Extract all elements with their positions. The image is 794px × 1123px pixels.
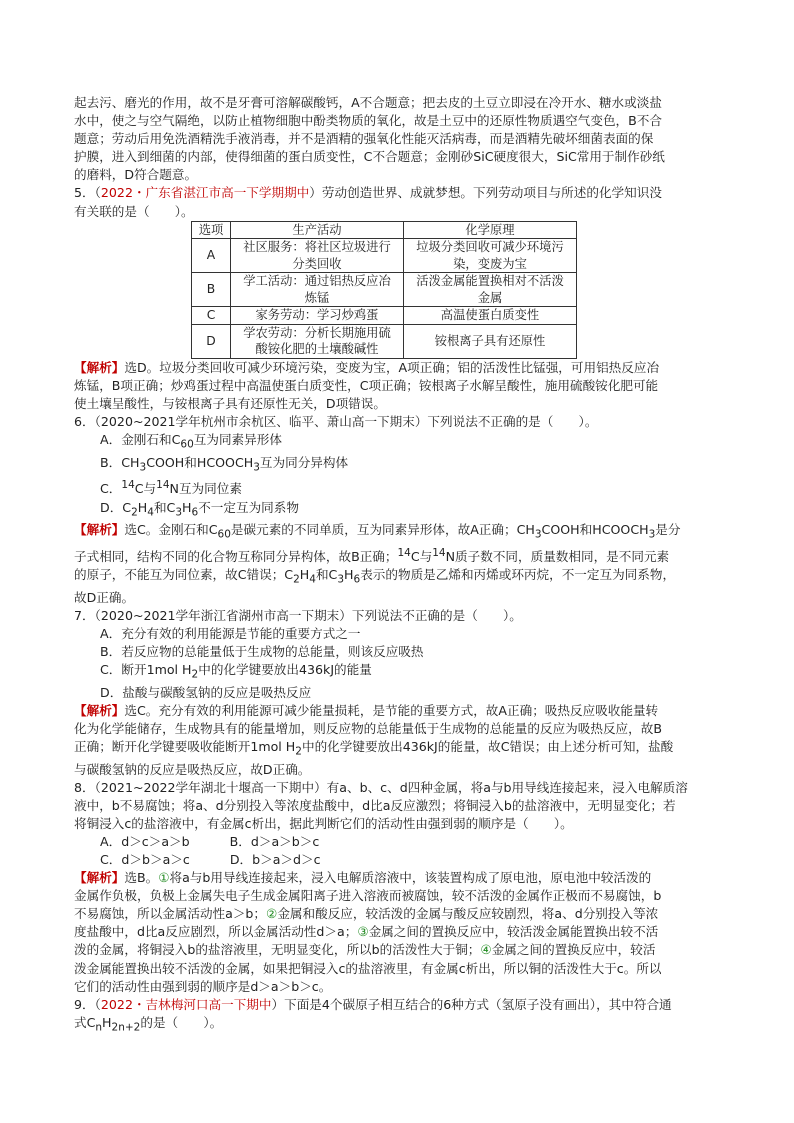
question-7-answer-2: 化为化学能储存，生成物具有的能量增加，则反应物的总能量低于生成物的总能量的反应为吸热反应，故B: [74, 720, 662, 736]
option-b: B．若反应物的总能量低于生成物的总能量，则该反应吸热: [100, 643, 424, 659]
table-row: [192, 324, 577, 358]
table-cell-activity: 家务劳动：学习炒鸡蛋: [231, 307, 404, 325]
table-cell-principle: 活泼金属能置换相对不活泼 金属: [404, 273, 577, 307]
question-source: 2022・吉林梅河口高一下期中: [100, 996, 272, 1012]
table-cell-activity: 学农劳动：分析长期施用硫 酸铵化肥的土壤酸碱性: [231, 324, 404, 358]
question-9-stem: 9．（2022・吉林梅河口高一下期中）下面是4个碳原子相互结合的6种方式（氢原子没有画出），其中符合通: [74, 996, 672, 1012]
prev-answer-line: 的磨料，D符合题意。: [74, 167, 198, 183]
question-5-answer-3: 使土壤呈酸性，与铵根离子具有还原性无关，D项错误。: [74, 395, 386, 411]
question-6-answer-2: 子式相同，结构不同的化合物互称同分异构体，故B正确；$^{14}$C与$^{14}$N质子数不同，质量数相同，是不同元素: [74, 546, 670, 564]
question-6-answer: 【解析】选C。金刚石和$C_{60}$是碳元素的不同单质，互为同素异形体，故A正确；$CH_3COOH$和$HCOOCH_3$是分: [74, 522, 681, 541]
option-b: B．$CH_3COOH$和$HCOOCH_3$互为同分异构体: [100, 454, 349, 474]
table-header: 化学原理: [404, 221, 577, 239]
question-8-stem-3: 将铜浸入c的盐溶液中，有金属c析出，据此判断它们的活动性由强到弱的顺序是（ ）。: [74, 815, 573, 831]
question-6-answer-3: 的原子，不能互为同位素，故C错误；$C_2H_4$和$C_3H_6$表示的物质是乙烯和丙烯或环丙烷，不一定互为同系物，: [74, 567, 676, 586]
question-8-answer-2: 金属作负极，负极上金属失电子生成金属阳离子进入溶液而被腐蚀，较不活泼的金属作正极而不易腐蚀，b: [74, 888, 662, 904]
prev-answer-line: 题意；劳动后用免洗酒精洗手液消毒，并不是酒精的强氧化性能灭活病毒，而是酒精先破坏细菌表面的保: [74, 131, 654, 147]
question-5-answer-2: 炼锰，B项正确；炒鸡蛋过程中高温使蛋白质变性，C项正确；铵根离子水解呈酸性，施用硫酸铵化肥可能: [74, 377, 659, 393]
table-row: [192, 239, 577, 273]
prev-answer-line: 起去污、磨光的作用，故不是牙膏可溶解碳酸钙，A不合题意；把去皮的土豆立即浸在冷开水、糖水或淡盐: [74, 95, 662, 110]
question-5-stem-2: 有关联的是（ ）。: [74, 203, 194, 219]
question-7-answer-4: 与碳酸氢钠的反应是吸热反应，故D正确。: [74, 761, 311, 777]
question-7-stem: 7．（2020~2021学年浙江省湖州市高一下期末）下列说法不正确的是（ ）。: [74, 607, 522, 623]
question-8-stem-2: 液中，b不易腐蚀；将a、d分别投入等浓度盐酸中，d比a反应激烈；将铜浸入b的盐溶液中，无明显变化；若: [74, 797, 676, 813]
option-d: D．$C_2H_4$和$C_3H_6$不一定互为同系物: [100, 499, 299, 519]
options-cd: [74, 851, 722, 869]
option-c: C．d＞b＞a＞c: [100, 851, 190, 867]
option-a: A．金刚石和$C_{60}$互为同素异形体: [100, 432, 282, 451]
option-c: C．断开1mol $H_2$中的化学键要放出436kJ的能量: [100, 662, 372, 681]
analysis-label: 【解析】: [74, 522, 125, 538]
table-header: 生产活动: [231, 221, 404, 239]
question-6-answer-4: 故D正确。: [74, 589, 135, 605]
table-cell-activity: 社区服务：将社区垃圾进行 分类回收: [231, 239, 404, 273]
question-8-answer-6: 泼金属能置换出较不活泼的金属，如果把铜浸入c的盐溶液里，有金属c析出，所以铜的活泼性大于c。所以: [74, 960, 662, 976]
table-cell-option: B: [192, 273, 231, 307]
table-cell-principle: 垃圾分类回收可减少环境污 染，变废为宝: [404, 239, 577, 273]
question-8-answer-4: 度盐酸中，d比a反应剧烈，所以金属活动性d＞a；③金属之间的置换反应中，较活泼金属能置换出较不活: [74, 924, 659, 940]
question-8-answer-5: 泼的金属，将铜浸入b的盐溶液里，无明显变化，所以b的活泼性大于铜；④金属之间的置换反应中，较活: [74, 942, 656, 958]
question-6-stem: 6．（2020~2021学年杭州市余杭区、临平、萧山高一下期末）下列说法不正确的是（ ）。: [74, 413, 598, 429]
option-d: D．盐酸与碳酸氢钠的反应是吸热反应: [100, 684, 312, 700]
table-cell-principle: 铵根离子具有还原性: [404, 324, 577, 358]
analysis-label: 【解析】: [74, 870, 125, 886]
table-cell-option: C: [192, 307, 231, 325]
option-b: B．d＞a＞b＞c: [229, 833, 320, 849]
question-source: 2022・广东省湛江市高一下学期期中: [100, 185, 310, 201]
table-header-row: [192, 221, 577, 239]
option-c: C．$^{14}$C与$^{14}$N互为同位素: [100, 479, 242, 497]
table-row: [192, 307, 577, 325]
table-cell-option: A: [192, 239, 231, 273]
question-8-answer-7: 它们的活动性由强到弱的顺序是d＞a＞b＞c。: [74, 978, 332, 994]
document-body: [74, 94, 722, 1036]
prev-answer-line: 护膜，进入到细菌的内部，使得细菌的蛋白质变性，C不合题意；金刚砂SiC硬度很大，SiC常用于制作砂纸: [74, 149, 665, 165]
analysis-label: 【解析】: [74, 359, 125, 375]
question-9-stem-2: 式$C_nH_{2n+2}$的是（ ）。: [74, 1014, 223, 1034]
prev-answer-line: 水中，使之与空气隔绝，以防止植物细胞中酚类物质的氧化，故是土豆中的还原性物质遇空气变色，B不合: [74, 113, 662, 129]
question-8-answer-3: 不易腐蚀，所以金属活动性a＞b；②金属和酸反应，较活泼的金属与酸反应较剧烈，将a、d分别投入等浓: [74, 906, 659, 922]
question-5-stem: 5．（2022・广东省湛江市高一下学期期中）劳动创造世界、成就梦想。下列劳动项目与所述的化学知识没: [74, 185, 662, 201]
analysis-label: 【解析】: [74, 702, 125, 718]
option-a: A．充分有效的利用能源是节能的重要方式之一: [100, 625, 361, 641]
question-8-stem: 8．（2021~2022学年湖北十堰高一下期中）有a、b、c、d四种金属，将a与b用导线连接起来，浸入电解质溶: [74, 779, 688, 795]
table-header: 选项: [192, 221, 231, 239]
table-cell-principle: 高温使蛋白质变性: [404, 307, 577, 325]
table-row: [192, 273, 577, 307]
option-a: A．d＞c＞a＞b: [100, 833, 190, 849]
table-cell-activity: 学工活动：通过铝热反应冶 炼锰: [231, 273, 404, 307]
table-cell-option: D: [192, 324, 231, 358]
question-5-table: [191, 221, 577, 359]
question-8-answer: 【解析】选B。①将a与b用导线连接起来，浸入电解质溶液中，该装置构成了原电池，原电池中较活泼的: [74, 870, 652, 886]
option-d: D．b＞a＞d＞c: [229, 851, 321, 867]
question-7-answer-3: 正确；断开化学键要吸收能断开1mol $H_2$中的化学键要放出436kJ的能量，故C错误；由上述分析可知，盐酸: [74, 738, 674, 758]
question-5-answer: 【解析】选D。垃圾分类回收可减少环境污染，变废为宝，A项正确；铝的活泼性比锰强，可用铝热反应冶: [74, 359, 660, 375]
question-7-answer: 【解析】选C。充分有效的利用能源可减少能量损耗，是节能的重要方式，故A正确；吸热反应吸收能量转: [74, 702, 659, 718]
options-ab: [74, 833, 722, 851]
